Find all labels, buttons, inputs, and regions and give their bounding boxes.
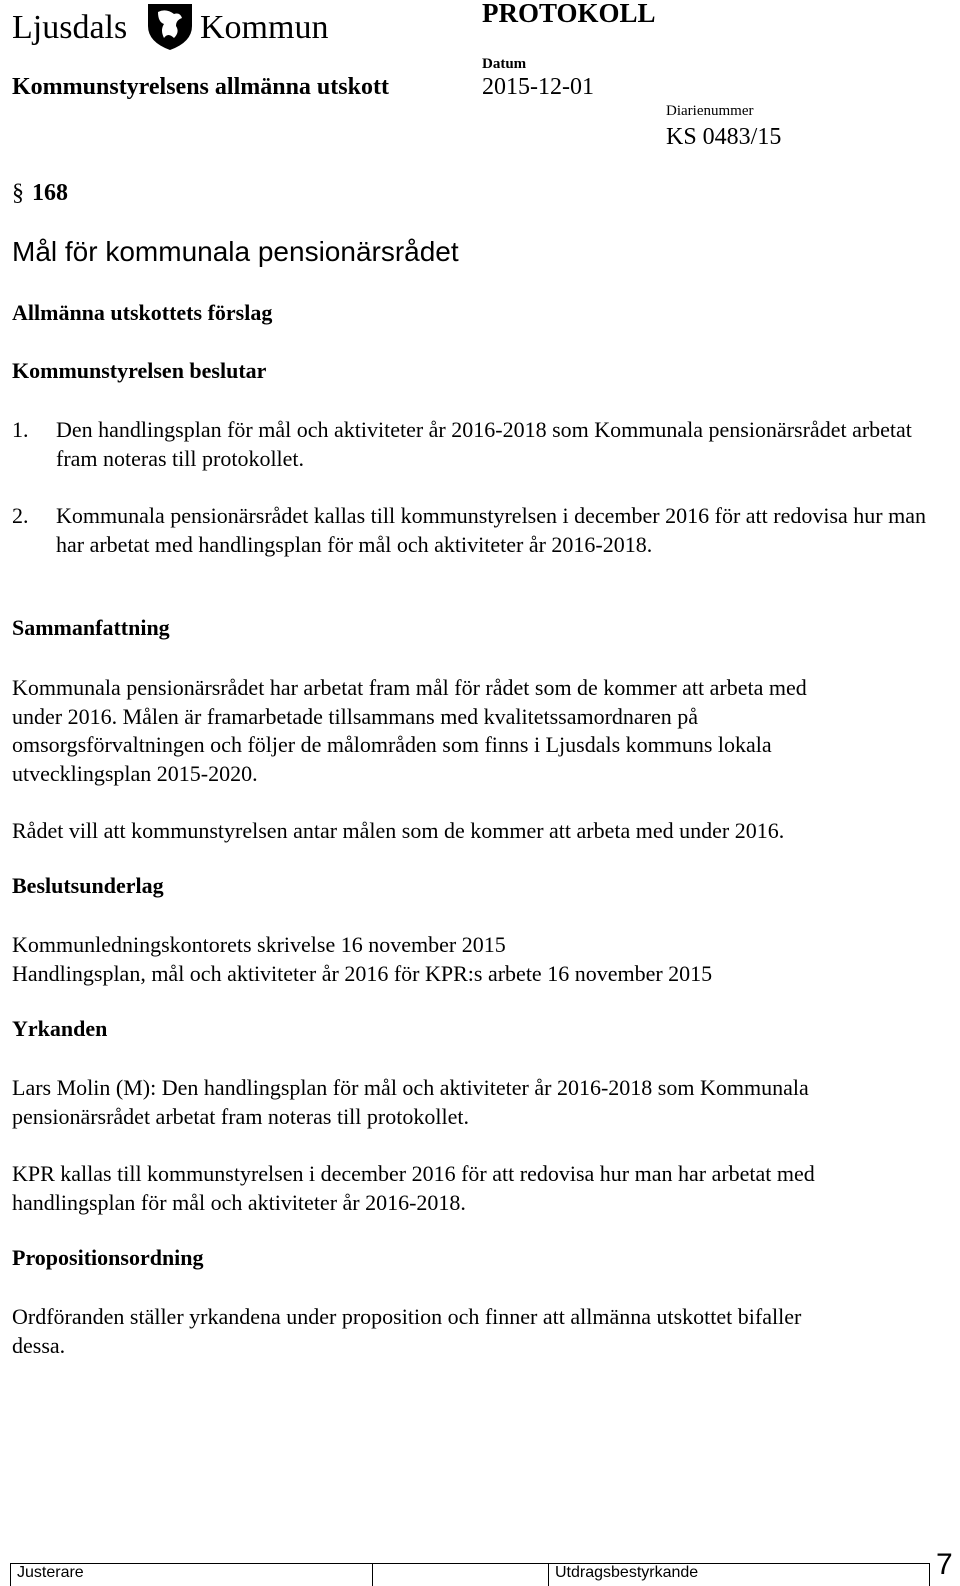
municipal-crest-icon xyxy=(10,0,340,50)
basis-heading: Beslutsunderlag xyxy=(12,873,164,898)
decision-item-2 xyxy=(12,501,952,559)
motion-line: pensionärsrådet arbetat fram noteras till protokollet. xyxy=(12,1104,469,1129)
summary-heading: Sammanfattning xyxy=(12,615,170,640)
date-label: Datum xyxy=(482,56,527,72)
section-number: 168 xyxy=(32,180,68,206)
section-symbol: § xyxy=(12,180,24,206)
summary-line: Kommunala pensionärsrådet har arbetat fram mål för rådet som de kommer att arbeta med xyxy=(12,675,807,700)
item-text: Kommunala pensionärsrådet kallas till kommunstyrelsen i december 2016 för att redovisa hur man har arbetat med handlingsplan för mål och aktiviteter år 2016-2018. xyxy=(56,503,926,557)
summary-line: utvecklingsplan 2015-2020. xyxy=(12,761,258,786)
summary-line: under 2016. Målen är framarbetade tillsammans med kvalitetssamordnaren på xyxy=(12,704,699,729)
item-number: 2. xyxy=(12,503,29,528)
decision-heading: Kommunstyrelsen beslutar xyxy=(12,358,267,383)
page-number: 7 xyxy=(936,1548,953,1581)
summary-paragraph-2: Rådet vill att kommunstyrelsen antar målen som de kommer att arbeta med under 2016. xyxy=(12,818,785,843)
case-number-label: Diarienummer xyxy=(666,103,754,119)
page-title: Mål för kommunala pensionärsrådet xyxy=(12,236,459,267)
svg-text:Ljusdals: Ljusdals xyxy=(12,9,128,46)
paragraph-number xyxy=(12,180,68,207)
date-value: 2015-12-01 xyxy=(482,74,594,100)
motion-line: KPR kallas till kommunstyrelsen i december 2016 för att redovisa hur man har arbetat med xyxy=(12,1161,815,1186)
order-line: dessa. xyxy=(12,1333,66,1358)
motions-heading: Yrkanden xyxy=(12,1016,108,1041)
motion-line: Lars Molin (M): Den handlingsplan för mål och aktiviteter år 2016-2018 som Kommunala xyxy=(12,1075,809,1100)
case-number-value: KS 0483/15 xyxy=(666,124,782,150)
document-type: PROTOKOLL xyxy=(482,0,656,28)
basis-line: Kommunledningskontorets skrivelse 16 november 2015 xyxy=(12,932,506,957)
summary-line: omsorgsförvaltningen och följer de målområden som finns i Ljusdals kommuns lokala xyxy=(12,732,772,757)
decision-item-1 xyxy=(12,415,952,473)
order-line: Ordföranden ställer yrkandena under proposition och finner att allmänna utskottet bifaller xyxy=(12,1304,802,1329)
motion-line: handlingsplan för mål och aktiviteter år 2016-2018. xyxy=(12,1190,466,1215)
svg-text:Kommun: Kommun xyxy=(200,9,329,46)
proposal-heading: Allmänna utskottets förslag xyxy=(12,300,273,325)
justerare-label: Justerare xyxy=(17,1564,84,1581)
item-text: Den handlingsplan för mål och aktiviteter år 2016-2018 som Kommunala pensionärsrådet arbetat fram noteras till protokollet. xyxy=(56,417,912,471)
utdrag-label: Utdragsbestyrkande xyxy=(555,1564,699,1581)
ljusdals-kommun-logo xyxy=(10,0,340,50)
committee-name: Kommunstyrelsens allmänna utskott xyxy=(12,74,389,100)
basis-line: Handlingsplan, mål och aktiviteter år 2016 för KPR:s arbete 16 november 2015 xyxy=(12,961,713,986)
item-number: 1. xyxy=(12,417,29,442)
order-heading: Propositionsordning xyxy=(12,1245,204,1270)
